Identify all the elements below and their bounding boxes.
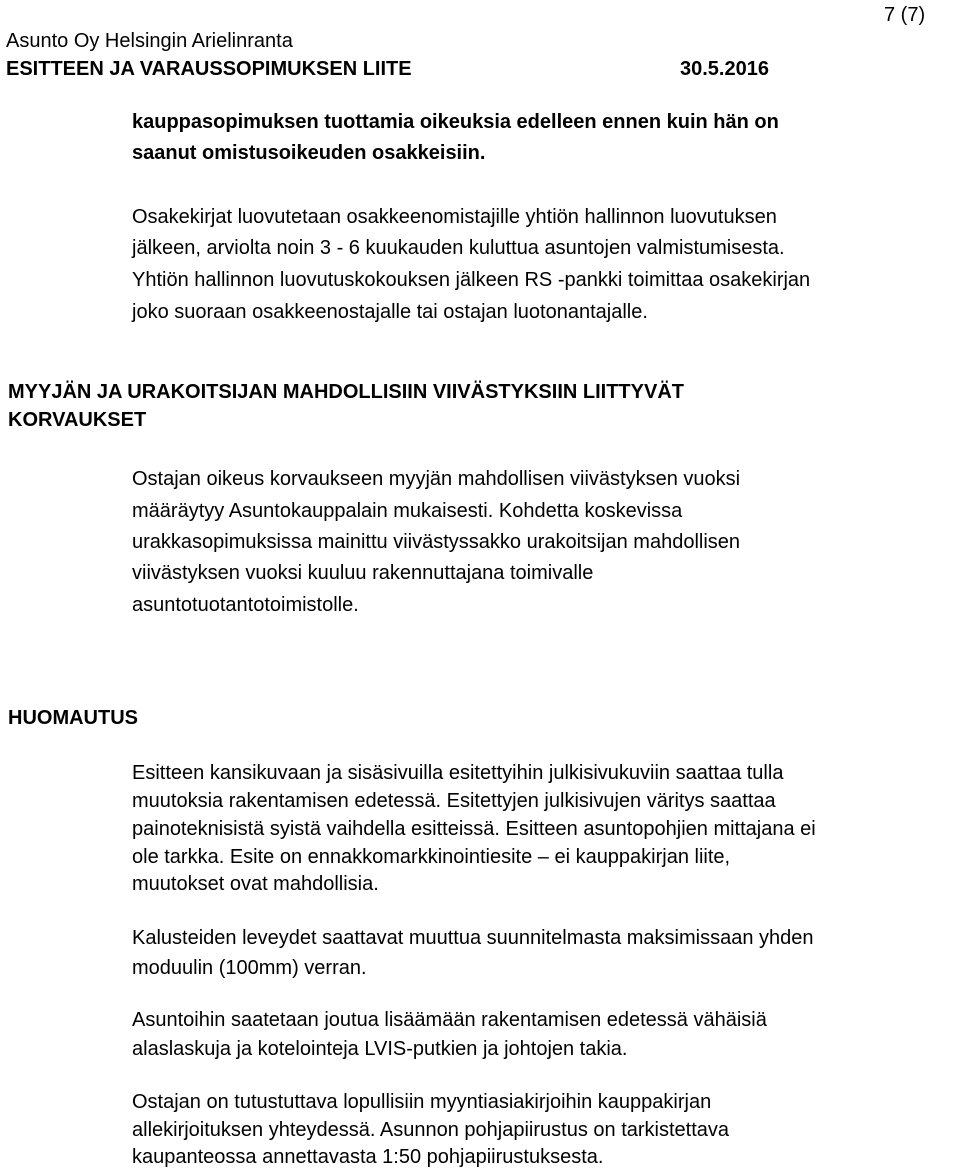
intro-text-line: Yhtiön hallinnon luovutuskokouksen jälkeen RS -pankki toimittaa osakekirjan [132,269,811,291]
note-text-line: muutoksia rakentamisen edetessä. Esitettyjen julkisivujen väritys saattaa [132,790,776,812]
intro-bold-line: saanut omistusoikeuden osakkeisiin. [132,142,486,164]
intro-text-line: jälkeen, arviolta noin 3 - 6 kuukauden kuluttua asuntojen valmistumisesta. [132,237,785,259]
delay-text-line: urakkasopimuksissa mainittu viivästyssakko urakoitsijan mahdollisen [132,531,741,553]
note-heading: HUOMAUTUS [8,707,138,729]
note-text-line: muutokset ovat mahdollisia. [132,873,379,895]
company-name: Asunto Oy Helsingin Arielinranta [6,30,293,52]
intro-text-line: joko suoraan osakkeenostajalle tai ostajan luotonantajalle. [132,301,648,323]
page-number: 7 (7) [884,4,926,26]
section-heading: MYYJÄN JA URAKOITSIJAN MAHDOLLISIIN VIIVÄSTYKSIIN LIITTYVÄT [8,381,684,403]
delay-text-line: asuntotuotantotoimistolle. [132,594,359,616]
note-text-line: allekirjoituksen yhteydessä. Asunnon pohjapiirustus on tarkistettava [132,1119,730,1141]
note-text-line: Esitteen kansikuvaan ja sisäsivuilla esitettyihin julkisivukuviin saattaa tulla [132,762,784,784]
note-text-line: Kalusteiden leveydet saattavat muuttua suunnitelmasta maksimissaan yhden [132,927,814,949]
document-title: ESITTEEN JA VARAUSSOPIMUKSEN LIITE [6,58,412,80]
note-text-line: kaupanteossa annettavasta 1:50 pohjapiirustuksesta. [132,1146,604,1168]
delay-text-line: määräytyy Asuntokauppalain mukaisesti. Kohdetta koskevissa [132,500,683,522]
note-text-line: painoteknisistä syistä vaihdella esitteissä. Esitteen asuntopohjien mittajana ei [132,818,816,840]
note-text-line: alaslaskuja ja kotelointeja LVIS-putkien ja johtojen takia. [132,1038,628,1060]
intro-text-line: Osakekirjat luovutetaan osakkeenomistajille yhtiön hallinnon luovutuksen [132,206,777,228]
note-text-line: Ostajan on tutustuttava lopullisiin myyntiasiakirjoihin kauppakirjan [132,1091,712,1113]
delay-text-line: viivästyksen vuoksi kuuluu rakennuttajana toimivalle [132,562,594,584]
intro-bold-line: kauppasopimuksen tuottamia oikeuksia edelleen ennen kuin hän on [132,111,779,133]
delay-text-line: Ostajan oikeus korvaukseen myyjän mahdollisen viivästyksen vuoksi [132,468,741,490]
note-text-line: ole tarkka. Esite on ennakkomarkkinointiesite – ei kauppakirjan liite, [132,846,731,868]
document-date: 30.5.2016 [680,58,769,80]
note-text-line: moduulin (100mm) verran. [132,957,367,979]
note-text-line: Asuntoihin saatetaan joutua lisäämään rakentamisen edetessä vähäisiä [132,1009,767,1031]
section-heading: KORVAUKSET [8,409,147,431]
